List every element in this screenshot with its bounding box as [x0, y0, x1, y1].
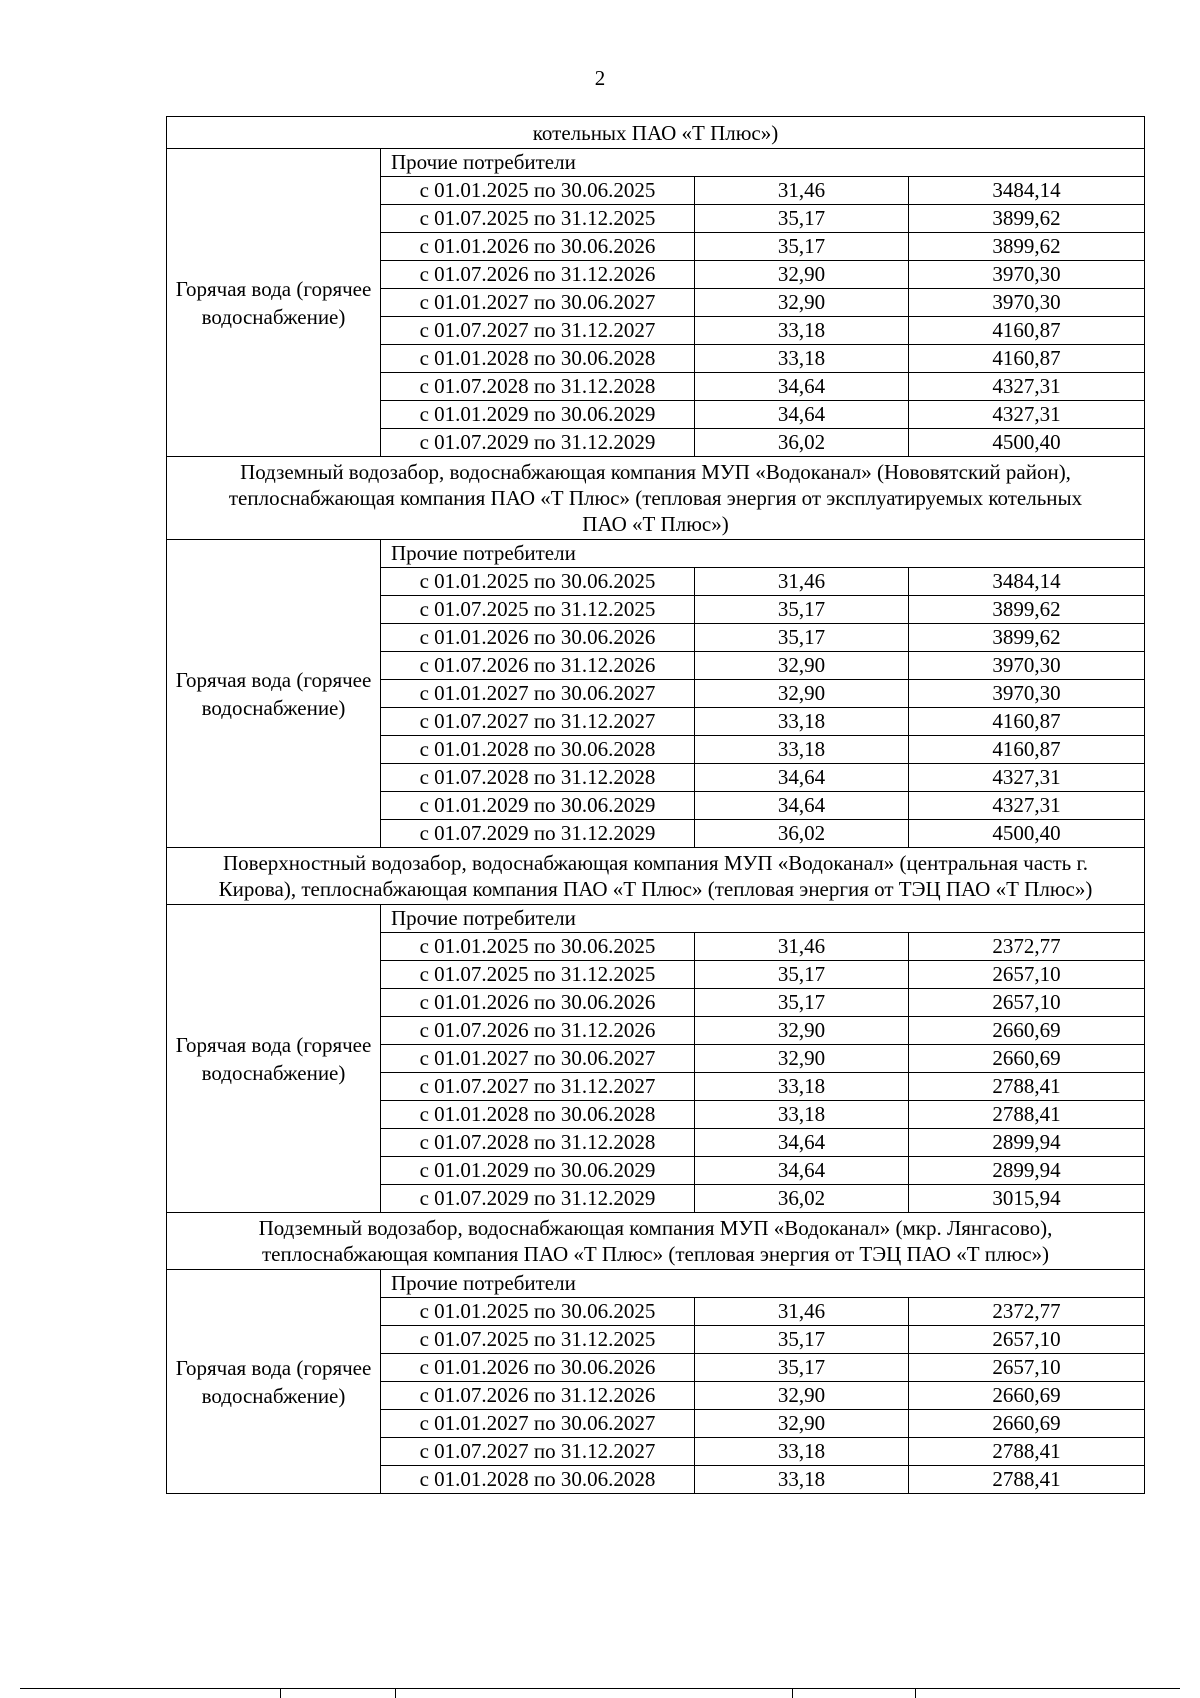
- rate-cell: 32,90: [695, 1017, 909, 1045]
- period-cell: с 01.07.2025 по 31.12.2025: [381, 961, 695, 989]
- tariff-cell: 2899,94: [909, 1129, 1145, 1157]
- period-cell: с 01.07.2029 по 31.12.2029: [381, 429, 695, 457]
- section-header-row: [167, 457, 1145, 540]
- period-cell: с 01.07.2026 по 31.12.2026: [381, 1017, 695, 1045]
- tariff-cell: 3970,30: [909, 680, 1145, 708]
- period-cell: с 01.07.2027 по 31.12.2027: [381, 1073, 695, 1101]
- rate-cell: 33,18: [695, 317, 909, 345]
- service-name: Горячая вода (горячее водоснабжение): [167, 540, 381, 848]
- period-cell: с 01.07.2028 по 31.12.2028: [381, 764, 695, 792]
- period-cell: с 01.01.2029 по 30.06.2029: [381, 1157, 695, 1185]
- period-cell: с 01.01.2028 по 30.06.2028: [381, 736, 695, 764]
- tariff-cell: 2657,10: [909, 961, 1145, 989]
- tariff-cell: 3899,62: [909, 233, 1145, 261]
- rate-cell: 32,90: [695, 1382, 909, 1410]
- period-cell: с 01.01.2025 по 30.06.2025: [381, 933, 695, 961]
- tariff-cell: 2660,69: [909, 1382, 1145, 1410]
- tariff-cell: 4327,31: [909, 373, 1145, 401]
- rate-cell: 35,17: [695, 961, 909, 989]
- period-cell: с 01.01.2025 по 30.06.2025: [381, 1298, 695, 1326]
- period-cell: с 01.01.2026 по 30.06.2026: [381, 624, 695, 652]
- period-cell: с 01.07.2026 по 31.12.2026: [381, 261, 695, 289]
- period-cell: с 01.01.2028 по 30.06.2028: [381, 1101, 695, 1129]
- rate-cell: 31,46: [695, 568, 909, 596]
- service-name: Горячая вода (горячее водоснабжение): [167, 149, 381, 457]
- rate-cell: 33,18: [695, 345, 909, 373]
- bottom-table-tick: [792, 1688, 793, 1698]
- tariff-cell: 2372,77: [909, 933, 1145, 961]
- tariff-cell: 4327,31: [909, 792, 1145, 820]
- rate-cell: 34,64: [695, 373, 909, 401]
- tariff-cell: 2660,69: [909, 1410, 1145, 1438]
- tariff-cell: 4500,40: [909, 429, 1145, 457]
- service-name: Горячая вода (горячее водоснабжение): [167, 905, 381, 1213]
- rate-cell: 33,18: [695, 1073, 909, 1101]
- section-header: Поверхностный водозабор, водоснабжающая компания МУП «Водоканал» (центральная часть г. Кирова), теплоснабжающая компания ПАО «Т Плюс» (тепловая энергия от ТЭЦ ПАО «Т Плюс»): [167, 848, 1145, 905]
- period-cell: с 01.07.2028 по 31.12.2028: [381, 373, 695, 401]
- section-header: котельных ПАО «Т Плюс»): [167, 117, 1145, 149]
- rate-cell: 32,90: [695, 652, 909, 680]
- bottom-table-tick: [280, 1688, 281, 1698]
- period-cell: с 01.07.2025 по 31.12.2025: [381, 596, 695, 624]
- rate-cell: 33,18: [695, 708, 909, 736]
- tariff-cell: 3484,14: [909, 177, 1145, 205]
- consumer-category: Прочие потребители: [381, 905, 1145, 933]
- period-cell: с 01.07.2027 по 31.12.2027: [381, 317, 695, 345]
- bottom-table-tick: [915, 1688, 916, 1698]
- tariff-cell: 2660,69: [909, 1045, 1145, 1073]
- period-cell: с 01.01.2026 по 30.06.2026: [381, 233, 695, 261]
- tariff-cell: 4500,40: [909, 820, 1145, 848]
- tariff-cell: 4160,87: [909, 708, 1145, 736]
- page-number: 2: [594, 66, 606, 90]
- rate-cell: 31,46: [695, 177, 909, 205]
- period-cell: с 01.07.2027 по 31.12.2027: [381, 708, 695, 736]
- section-header: Подземный водозабор, водоснабжающая компания МУП «Водоканал» (Нововятский район), теплоснабжающая компания ПАО «Т Плюс» (тепловая энергия от эксплуатируемых котельных ПАО «Т Плюс»): [167, 457, 1145, 540]
- section-header-row: [167, 848, 1145, 905]
- rate-cell: 35,17: [695, 596, 909, 624]
- tariff-cell: 2657,10: [909, 1354, 1145, 1382]
- rate-cell: 36,02: [695, 1185, 909, 1213]
- rate-cell: 35,17: [695, 624, 909, 652]
- tariff-cell: 4160,87: [909, 317, 1145, 345]
- tariff-cell: 3899,62: [909, 596, 1145, 624]
- rate-cell: 35,17: [695, 1354, 909, 1382]
- tariff-cell: 4327,31: [909, 764, 1145, 792]
- rate-cell: 33,18: [695, 1466, 909, 1494]
- consumers-row: [167, 905, 1145, 933]
- consumers-row: [167, 1270, 1145, 1298]
- consumer-category: Прочие потребители: [381, 1270, 1145, 1298]
- tariff-cell: 2657,10: [909, 1326, 1145, 1354]
- tariff-cell: 4327,31: [909, 401, 1145, 429]
- tariff-cell: 3899,62: [909, 624, 1145, 652]
- tariff-cell: 3970,30: [909, 289, 1145, 317]
- tariff-cell: 3970,30: [909, 652, 1145, 680]
- period-cell: с 01.01.2027 по 30.06.2027: [381, 289, 695, 317]
- section-header-row: [167, 117, 1145, 149]
- period-cell: с 01.07.2025 по 31.12.2025: [381, 205, 695, 233]
- rate-cell: 31,46: [695, 933, 909, 961]
- period-cell: с 01.01.2027 по 30.06.2027: [381, 1045, 695, 1073]
- period-cell: с 01.07.2029 по 31.12.2029: [381, 820, 695, 848]
- tariff-cell: 2657,10: [909, 989, 1145, 1017]
- section-header: Подземный водозабор, водоснабжающая компания МУП «Водоканал» (мкр. Лянгасово), теплоснабжающая компания ПАО «Т Плюс» (тепловая энергия от ТЭЦ ПАО «Т плюс»): [167, 1213, 1145, 1270]
- consumer-category: Прочие потребители: [381, 540, 1145, 568]
- tariff-cell: 3015,94: [909, 1185, 1145, 1213]
- rate-cell: 34,64: [695, 1157, 909, 1185]
- tariff-cell: 3970,30: [909, 261, 1145, 289]
- service-name: Горячая вода (горячее водоснабжение): [167, 1270, 381, 1494]
- period-cell: с 01.01.2025 по 30.06.2025: [381, 568, 695, 596]
- tariff-cell: 2788,41: [909, 1073, 1145, 1101]
- tariff-cell: 4160,87: [909, 736, 1145, 764]
- period-cell: с 01.01.2029 по 30.06.2029: [381, 792, 695, 820]
- period-cell: с 01.01.2029 по 30.06.2029: [381, 401, 695, 429]
- period-cell: с 01.07.2029 по 31.12.2029: [381, 1185, 695, 1213]
- rate-cell: 35,17: [695, 1326, 909, 1354]
- period-cell: с 01.01.2028 по 30.06.2028: [381, 1466, 695, 1494]
- tariff-table: [166, 116, 1145, 1494]
- tariff-cell: 2899,94: [909, 1157, 1145, 1185]
- rate-cell: 33,18: [695, 1101, 909, 1129]
- rate-cell: 34,64: [695, 1129, 909, 1157]
- period-cell: с 01.07.2026 по 31.12.2026: [381, 1382, 695, 1410]
- rate-cell: 34,64: [695, 764, 909, 792]
- rate-cell: 31,46: [695, 1298, 909, 1326]
- consumers-row: [167, 540, 1145, 568]
- period-cell: с 01.01.2027 по 30.06.2027: [381, 1410, 695, 1438]
- tariff-cell: 4160,87: [909, 345, 1145, 373]
- consumers-row: [167, 149, 1145, 177]
- period-cell: с 01.01.2027 по 30.06.2027: [381, 680, 695, 708]
- section-header-row: [167, 1213, 1145, 1270]
- tariff-cell: 2788,41: [909, 1438, 1145, 1466]
- rate-cell: 36,02: [695, 429, 909, 457]
- period-cell: с 01.07.2025 по 31.12.2025: [381, 1326, 695, 1354]
- tariff-cell: 3484,14: [909, 568, 1145, 596]
- bottom-table-rule: [20, 1688, 1180, 1689]
- tariff-cell: 2788,41: [909, 1466, 1145, 1494]
- rate-cell: 33,18: [695, 736, 909, 764]
- rate-cell: 32,90: [695, 289, 909, 317]
- period-cell: с 01.01.2025 по 30.06.2025: [381, 177, 695, 205]
- rate-cell: 32,90: [695, 261, 909, 289]
- period-cell: с 01.01.2026 по 30.06.2026: [381, 1354, 695, 1382]
- rate-cell: 33,18: [695, 1438, 909, 1466]
- period-cell: с 01.07.2026 по 31.12.2026: [381, 652, 695, 680]
- rate-cell: 32,90: [695, 1045, 909, 1073]
- bottom-table-tick: [395, 1688, 396, 1698]
- rate-cell: 34,64: [695, 401, 909, 429]
- consumer-category: Прочие потребители: [381, 149, 1145, 177]
- rate-cell: 35,17: [695, 205, 909, 233]
- rate-cell: 35,17: [695, 233, 909, 261]
- rate-cell: 32,90: [695, 680, 909, 708]
- tariff-cell: 3899,62: [909, 205, 1145, 233]
- tariff-cell: 2788,41: [909, 1101, 1145, 1129]
- rate-cell: 32,90: [695, 1410, 909, 1438]
- period-cell: с 01.07.2027 по 31.12.2027: [381, 1438, 695, 1466]
- tariff-cell: 2660,69: [909, 1017, 1145, 1045]
- rate-cell: 35,17: [695, 989, 909, 1017]
- rate-cell: 34,64: [695, 792, 909, 820]
- period-cell: с 01.01.2026 по 30.06.2026: [381, 989, 695, 1017]
- rate-cell: 36,02: [695, 820, 909, 848]
- period-cell: с 01.07.2028 по 31.12.2028: [381, 1129, 695, 1157]
- tariff-cell: 2372,77: [909, 1298, 1145, 1326]
- period-cell: с 01.01.2028 по 30.06.2028: [381, 345, 695, 373]
